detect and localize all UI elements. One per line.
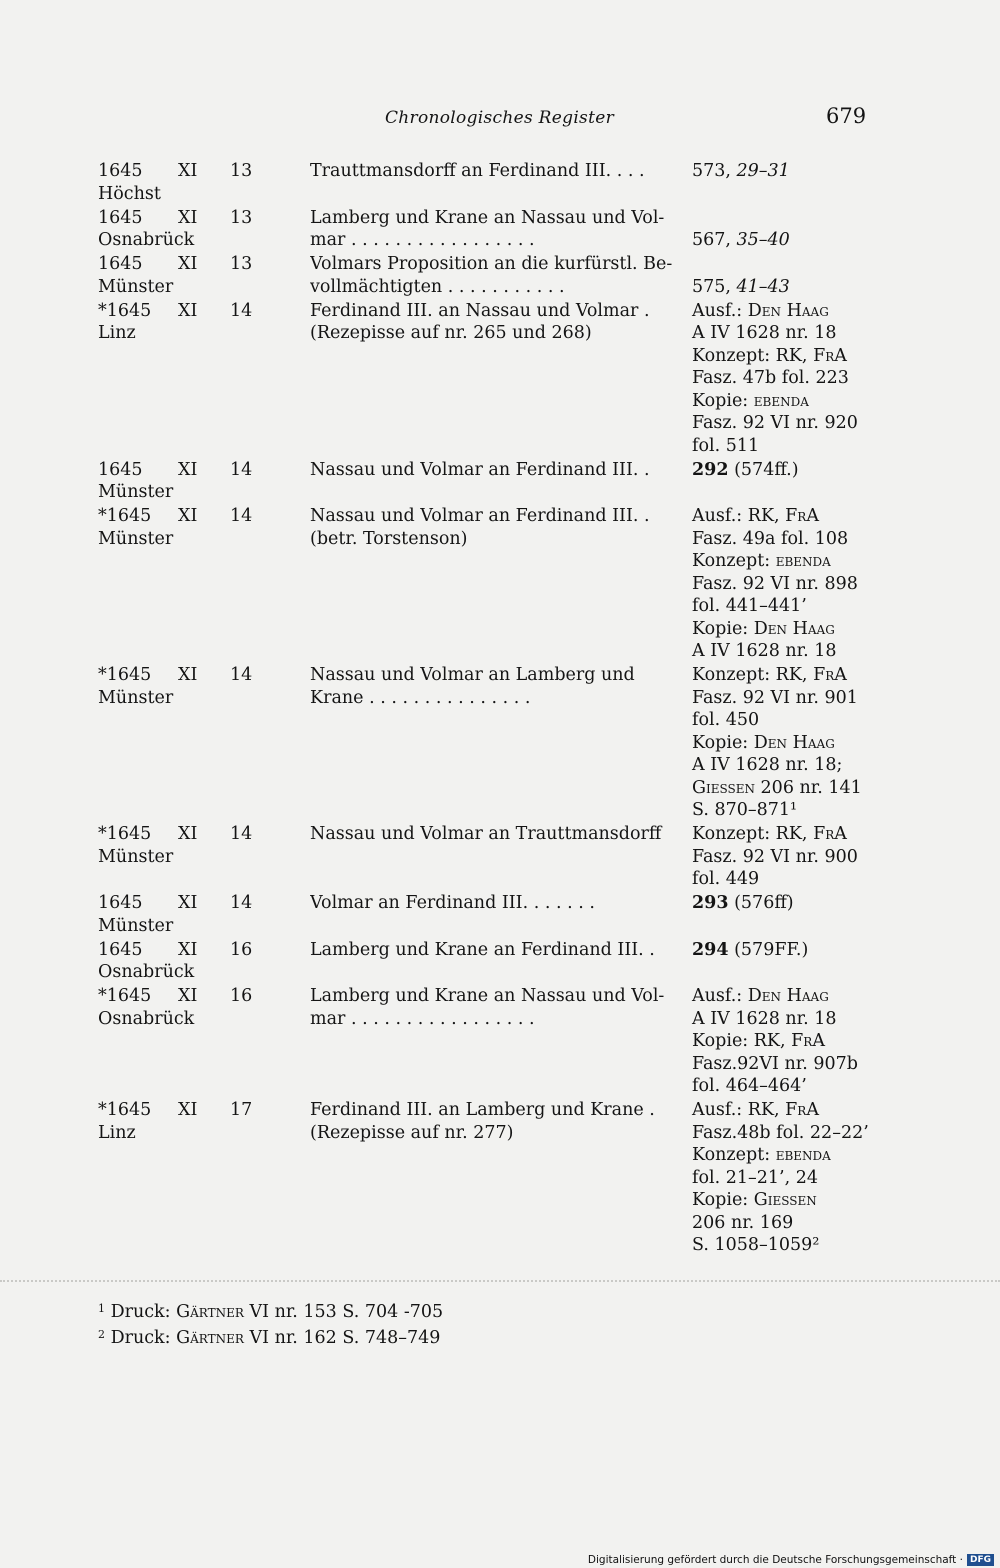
entry-content [310, 300, 672, 345]
reference-text: Konzept: [692, 551, 776, 571]
reference-text: Fasz. 92 VI nr. 900 [692, 846, 858, 867]
reference-text: Ausf.: [692, 300, 748, 321]
entry-reference [692, 892, 882, 915]
reference-text: A IV 1628 nr. 18 [692, 323, 837, 343]
content-line: Ferdinand III. an Nassau und Volmar . [310, 300, 650, 321]
entry-day: 14 [230, 459, 253, 480]
entry-reference [692, 664, 882, 822]
date-line [98, 505, 308, 528]
reference-text: Fasz. 92 VI nr. 901 [692, 687, 858, 708]
reference-text: Fasz. 47b fol. 223 [692, 368, 849, 388]
footnote-author: Gärtner [176, 1327, 244, 1348]
date-line [98, 823, 308, 846]
reference-line [692, 253, 882, 276]
entry-year: *1645 [98, 1100, 152, 1120]
reference-line [692, 892, 882, 915]
reference-line [692, 550, 882, 573]
entry-date [98, 892, 308, 937]
reference-text: Kopie: [692, 618, 754, 639]
document-number: 294 [692, 939, 729, 960]
entry-year: 1645 [98, 207, 143, 228]
entry-place: Münster [98, 276, 174, 297]
reference-line [692, 207, 882, 230]
entry-month: XI [178, 506, 198, 526]
archive-name: FrA [791, 1031, 825, 1051]
reference-text: 573, [692, 161, 737, 181]
reference-line [692, 732, 882, 755]
content-line: Volmar an Ferdinand III. . . . . . . [310, 893, 595, 913]
entry-date [98, 664, 308, 709]
reference-text: Kopie: [692, 390, 754, 411]
reference-line [692, 276, 882, 299]
reference-line [692, 664, 882, 687]
entry-month: XI [178, 824, 198, 844]
entry-content [310, 160, 672, 183]
entry-day: 13 [230, 161, 253, 181]
content-line: Krane . . . . . . . . . . . . . . . [310, 687, 531, 708]
date-line [98, 253, 308, 276]
reference-text: fol. 441–441’ [692, 596, 807, 616]
entry-month: XI [178, 939, 198, 960]
reference-text: fol. 464–464’ [692, 1076, 807, 1096]
reference-line [692, 459, 882, 482]
archive-name: FrA [813, 665, 847, 685]
reference-line [692, 1212, 882, 1235]
archive-name: ebenda [753, 390, 809, 411]
footnote-rest: VI nr. 153 S. 704 -705 [243, 1302, 444, 1322]
reference-text: Fasz. 49a fol. 108 [692, 528, 849, 549]
reference-line [692, 1053, 882, 1076]
reference-text: A IV 1628 nr. 18 [692, 1008, 837, 1029]
dfg-logo: DFG [967, 1554, 994, 1566]
reference-line [692, 1099, 882, 1122]
reference-line [692, 868, 882, 891]
reference-text: Fasz.92VI nr. 907b [692, 1053, 858, 1074]
entry-place: Münster [98, 482, 174, 502]
entry-content [310, 253, 672, 298]
reference-text: (574ff.) [728, 459, 799, 480]
content-line: mar . . . . . . . . . . . . . . . . . [310, 230, 535, 250]
content-line: (Rezepisse auf nr. 265 und 268) [310, 323, 592, 343]
reference-text: fol. 511 [692, 435, 760, 456]
entry-reference [692, 505, 882, 663]
reference-text: Fasz. 92 VI nr. 920 [692, 413, 858, 433]
reference-line [692, 985, 882, 1008]
reference-text: Fasz.48b fol. 22–22’ [692, 1122, 869, 1143]
entry-reference [692, 300, 882, 458]
reference-line [692, 754, 882, 777]
entry-place: Münster [98, 528, 174, 549]
entry-day: 14 [230, 665, 253, 685]
date-line [98, 939, 308, 962]
content-line: Lamberg und Krane an Nassau und Vol- [310, 986, 665, 1006]
reference-line [692, 345, 882, 368]
reference-text: Konzept: [692, 1145, 776, 1165]
entry-month: XI [178, 459, 198, 480]
reference-line [692, 799, 882, 822]
entry-reference [692, 939, 882, 962]
entry-month: XI [178, 893, 198, 913]
content-line: mar . . . . . . . . . . . . . . . . . [310, 1008, 535, 1029]
reference-line [692, 1234, 882, 1257]
footnote [98, 1324, 443, 1350]
entry-content [310, 939, 672, 962]
entry-place: Linz [98, 323, 136, 343]
entry-date [98, 939, 308, 984]
entry-year: 1645 [98, 161, 143, 181]
entry-date [98, 253, 308, 298]
entry-content [310, 985, 672, 1030]
entry-content [310, 505, 672, 550]
entry-reference [692, 985, 882, 1098]
reference-text: fol. 450 [692, 710, 760, 730]
reference-line [692, 229, 882, 252]
reference-text: Ausf.: [692, 986, 748, 1006]
content-line: Nassau und Volmar an Ferdinand III. . [310, 506, 650, 526]
entry-place: Münster [98, 915, 174, 936]
entry-month: XI [178, 207, 198, 228]
entry-place: Münster [98, 687, 174, 708]
date-line [98, 664, 308, 687]
entry-date [98, 985, 308, 1030]
footnote-mark: 1 [98, 1302, 105, 1315]
content-line: vollmächtigten . . . . . . . . . . . [310, 276, 565, 297]
entry-place: Linz [98, 1122, 136, 1143]
reference-line [692, 939, 882, 962]
entry-year: *1645 [98, 665, 152, 685]
reference-text: A IV 1628 nr. 18 [692, 641, 837, 661]
document-number: 292 [692, 459, 729, 480]
reference-line [692, 528, 882, 551]
content-line: Nassau und Volmar an Lamberg und [310, 665, 635, 685]
entry-year: 1645 [98, 893, 143, 913]
entry-content [310, 892, 672, 915]
content-line: Nassau und Volmar an Trauttmansdorff [310, 824, 662, 844]
footnote-rest: VI nr. 162 S. 748–749 [243, 1327, 441, 1348]
reference-line [692, 1167, 882, 1190]
entry-year: *1645 [98, 506, 152, 526]
date-line [98, 1099, 308, 1122]
footnote-divider [0, 1280, 1000, 1282]
reference-text: (579FF.) [728, 939, 809, 960]
reference-line [692, 1008, 882, 1031]
page-range: 41–43 [736, 276, 790, 297]
reference-line [692, 390, 882, 413]
reference-line [692, 505, 882, 528]
footnote [98, 1298, 443, 1324]
entry-date [98, 300, 308, 345]
entry-day: 16 [230, 986, 253, 1006]
reference-line [692, 595, 882, 618]
content-line: (betr. Torstenson) [310, 528, 468, 549]
date-line [98, 160, 308, 183]
entry-year: *1645 [98, 300, 152, 321]
entry-year: 1645 [98, 939, 143, 960]
content-line: Nassau und Volmar an Ferdinand III. . [310, 459, 650, 480]
entry-reference [692, 160, 882, 183]
entry-content [310, 1099, 672, 1144]
entry-content [310, 459, 672, 482]
reference-line [692, 160, 882, 183]
page-number: 679 [826, 104, 867, 128]
content-line: Lamberg und Krane an Nassau und Vol- [310, 207, 665, 228]
reference-text: 206 nr. 169 [692, 1212, 794, 1233]
archive-name: ebenda [775, 1145, 831, 1165]
reference-text: 575, [692, 276, 737, 297]
entry-date [98, 823, 308, 868]
reference-line [692, 1144, 882, 1167]
reference-text: S. 870–871¹ [692, 800, 798, 820]
entry-month: XI [178, 161, 198, 181]
reference-text: Konzept: RK, [692, 665, 814, 685]
reference-text: Ausf.: RK, [692, 1100, 786, 1120]
content-line: Trauttmansdorff an Ferdinand III. . . . [310, 161, 645, 181]
reference-text: fol. 449 [692, 869, 760, 889]
reference-text: A IV 1628 nr. 18; [692, 755, 843, 775]
page-header [0, 104, 1000, 134]
entry-month: XI [178, 986, 198, 1006]
reference-line [692, 300, 882, 323]
reference-line [692, 1189, 882, 1212]
reference-line [692, 777, 882, 800]
reference-line [692, 618, 882, 641]
archive-name: ebenda [775, 551, 831, 571]
entry-month: XI [178, 665, 198, 685]
entry-month: XI [178, 254, 198, 274]
reference-line [692, 1075, 882, 1098]
entry-year: *1645 [98, 824, 152, 844]
content-line: Lamberg und Krane an Ferdinand III. . [310, 939, 655, 960]
entry-month: XI [178, 300, 198, 321]
entry-day: 14 [230, 893, 253, 913]
entry-content [310, 664, 672, 709]
footnote-mark: 2 [98, 1327, 105, 1341]
reference-text: (576ff) [728, 893, 794, 913]
reference-line [692, 709, 882, 732]
reference-text: Konzept: RK, [692, 345, 814, 366]
reference-text: Kopie: [692, 1190, 754, 1210]
date-line [98, 892, 308, 915]
entry-reference [692, 253, 882, 298]
entry-year: 1645 [98, 459, 143, 480]
reference-text: Ausf.: RK, [692, 506, 786, 526]
reference-text: Fasz. 92 VI nr. 898 [692, 573, 858, 594]
archive-name: FrA [785, 1100, 819, 1120]
reference-line [692, 1030, 882, 1053]
archive-name: FrA [813, 824, 847, 844]
page-range: 29–31 [736, 161, 790, 181]
digitization-footer [588, 1554, 994, 1566]
entry-day: 17 [230, 1100, 253, 1120]
reference-line [692, 322, 882, 345]
date-line [98, 459, 308, 482]
entry-month: XI [178, 1100, 198, 1120]
entry-date [98, 207, 308, 252]
reference-line [692, 823, 882, 846]
reference-text: 567, [692, 230, 737, 250]
archive-name: FrA [785, 506, 819, 526]
reference-text: S. 1058–1059² [692, 1235, 820, 1255]
entry-place: Höchst [98, 183, 161, 204]
reference-text: 206 nr. 141 [754, 777, 862, 798]
reference-line [692, 687, 882, 710]
content-line: (Rezepisse auf nr. 277) [310, 1122, 514, 1143]
footnote-author: Gärtner [176, 1302, 244, 1322]
content-line: Volmars Proposition an die kurfürstl. Be- [310, 254, 672, 274]
reference-line [692, 1122, 882, 1145]
reference-text: Kopie: RK, [692, 1031, 792, 1051]
entry-date [98, 1099, 308, 1144]
entry-day: 14 [230, 824, 253, 844]
entry-day: 14 [230, 300, 253, 321]
entry-content [310, 823, 672, 846]
archive-name: Den Haag [747, 300, 829, 321]
entry-reference [692, 1099, 882, 1257]
date-line [98, 300, 308, 323]
entry-day: 14 [230, 506, 253, 526]
reference-line [692, 846, 882, 869]
reference-text: Konzept: RK, [692, 824, 814, 844]
reference-line [692, 412, 882, 435]
archive-name: Giessen [692, 777, 755, 798]
entry-place: Münster [98, 846, 174, 867]
entry-place: Osnabrück [98, 230, 195, 250]
entry-day: 13 [230, 207, 253, 228]
entry-place: Osnabrück [98, 962, 195, 982]
entry-day: 13 [230, 254, 253, 274]
archive-name: Giessen [753, 1190, 817, 1210]
reference-text: fol. 21–21’, 24 [692, 1167, 818, 1188]
footnotes [98, 1298, 443, 1349]
footnote-prefix: Druck: [110, 1327, 177, 1348]
entry-reference [692, 459, 882, 482]
entry-year: 1645 [98, 254, 143, 274]
reference-text: Kopie: [692, 732, 754, 753]
entry-year: *1645 [98, 986, 152, 1006]
reference-line [692, 435, 882, 458]
date-line [98, 985, 308, 1008]
entry-date [98, 505, 308, 550]
reference-line [692, 573, 882, 596]
entry-date [98, 160, 308, 205]
page-range: 35–40 [736, 230, 790, 250]
archive-name: Den Haag [753, 618, 835, 639]
entry-place: Osnabrück [98, 1008, 195, 1029]
footer-text: Digitalisierung gefördert durch die Deutsche Forschungsgemeinschaft · [587, 1554, 963, 1566]
archive-name: Den Haag [747, 986, 829, 1006]
entry-day: 16 [230, 939, 253, 960]
entry-reference [692, 823, 882, 891]
date-line [98, 207, 308, 230]
content-line: Ferdinand III. an Lamberg und Krane . [310, 1100, 655, 1120]
entry-reference [692, 207, 882, 252]
entry-content [310, 207, 672, 252]
archive-name: Den Haag [753, 732, 835, 753]
reference-line [692, 640, 882, 663]
footnote-prefix: Druck: [110, 1302, 177, 1322]
archive-name: FrA [813, 345, 847, 366]
entry-date [98, 459, 308, 504]
document-number: 293 [692, 893, 729, 913]
running-title: Chronologisches Register [385, 108, 614, 128]
reference-line [692, 367, 882, 390]
